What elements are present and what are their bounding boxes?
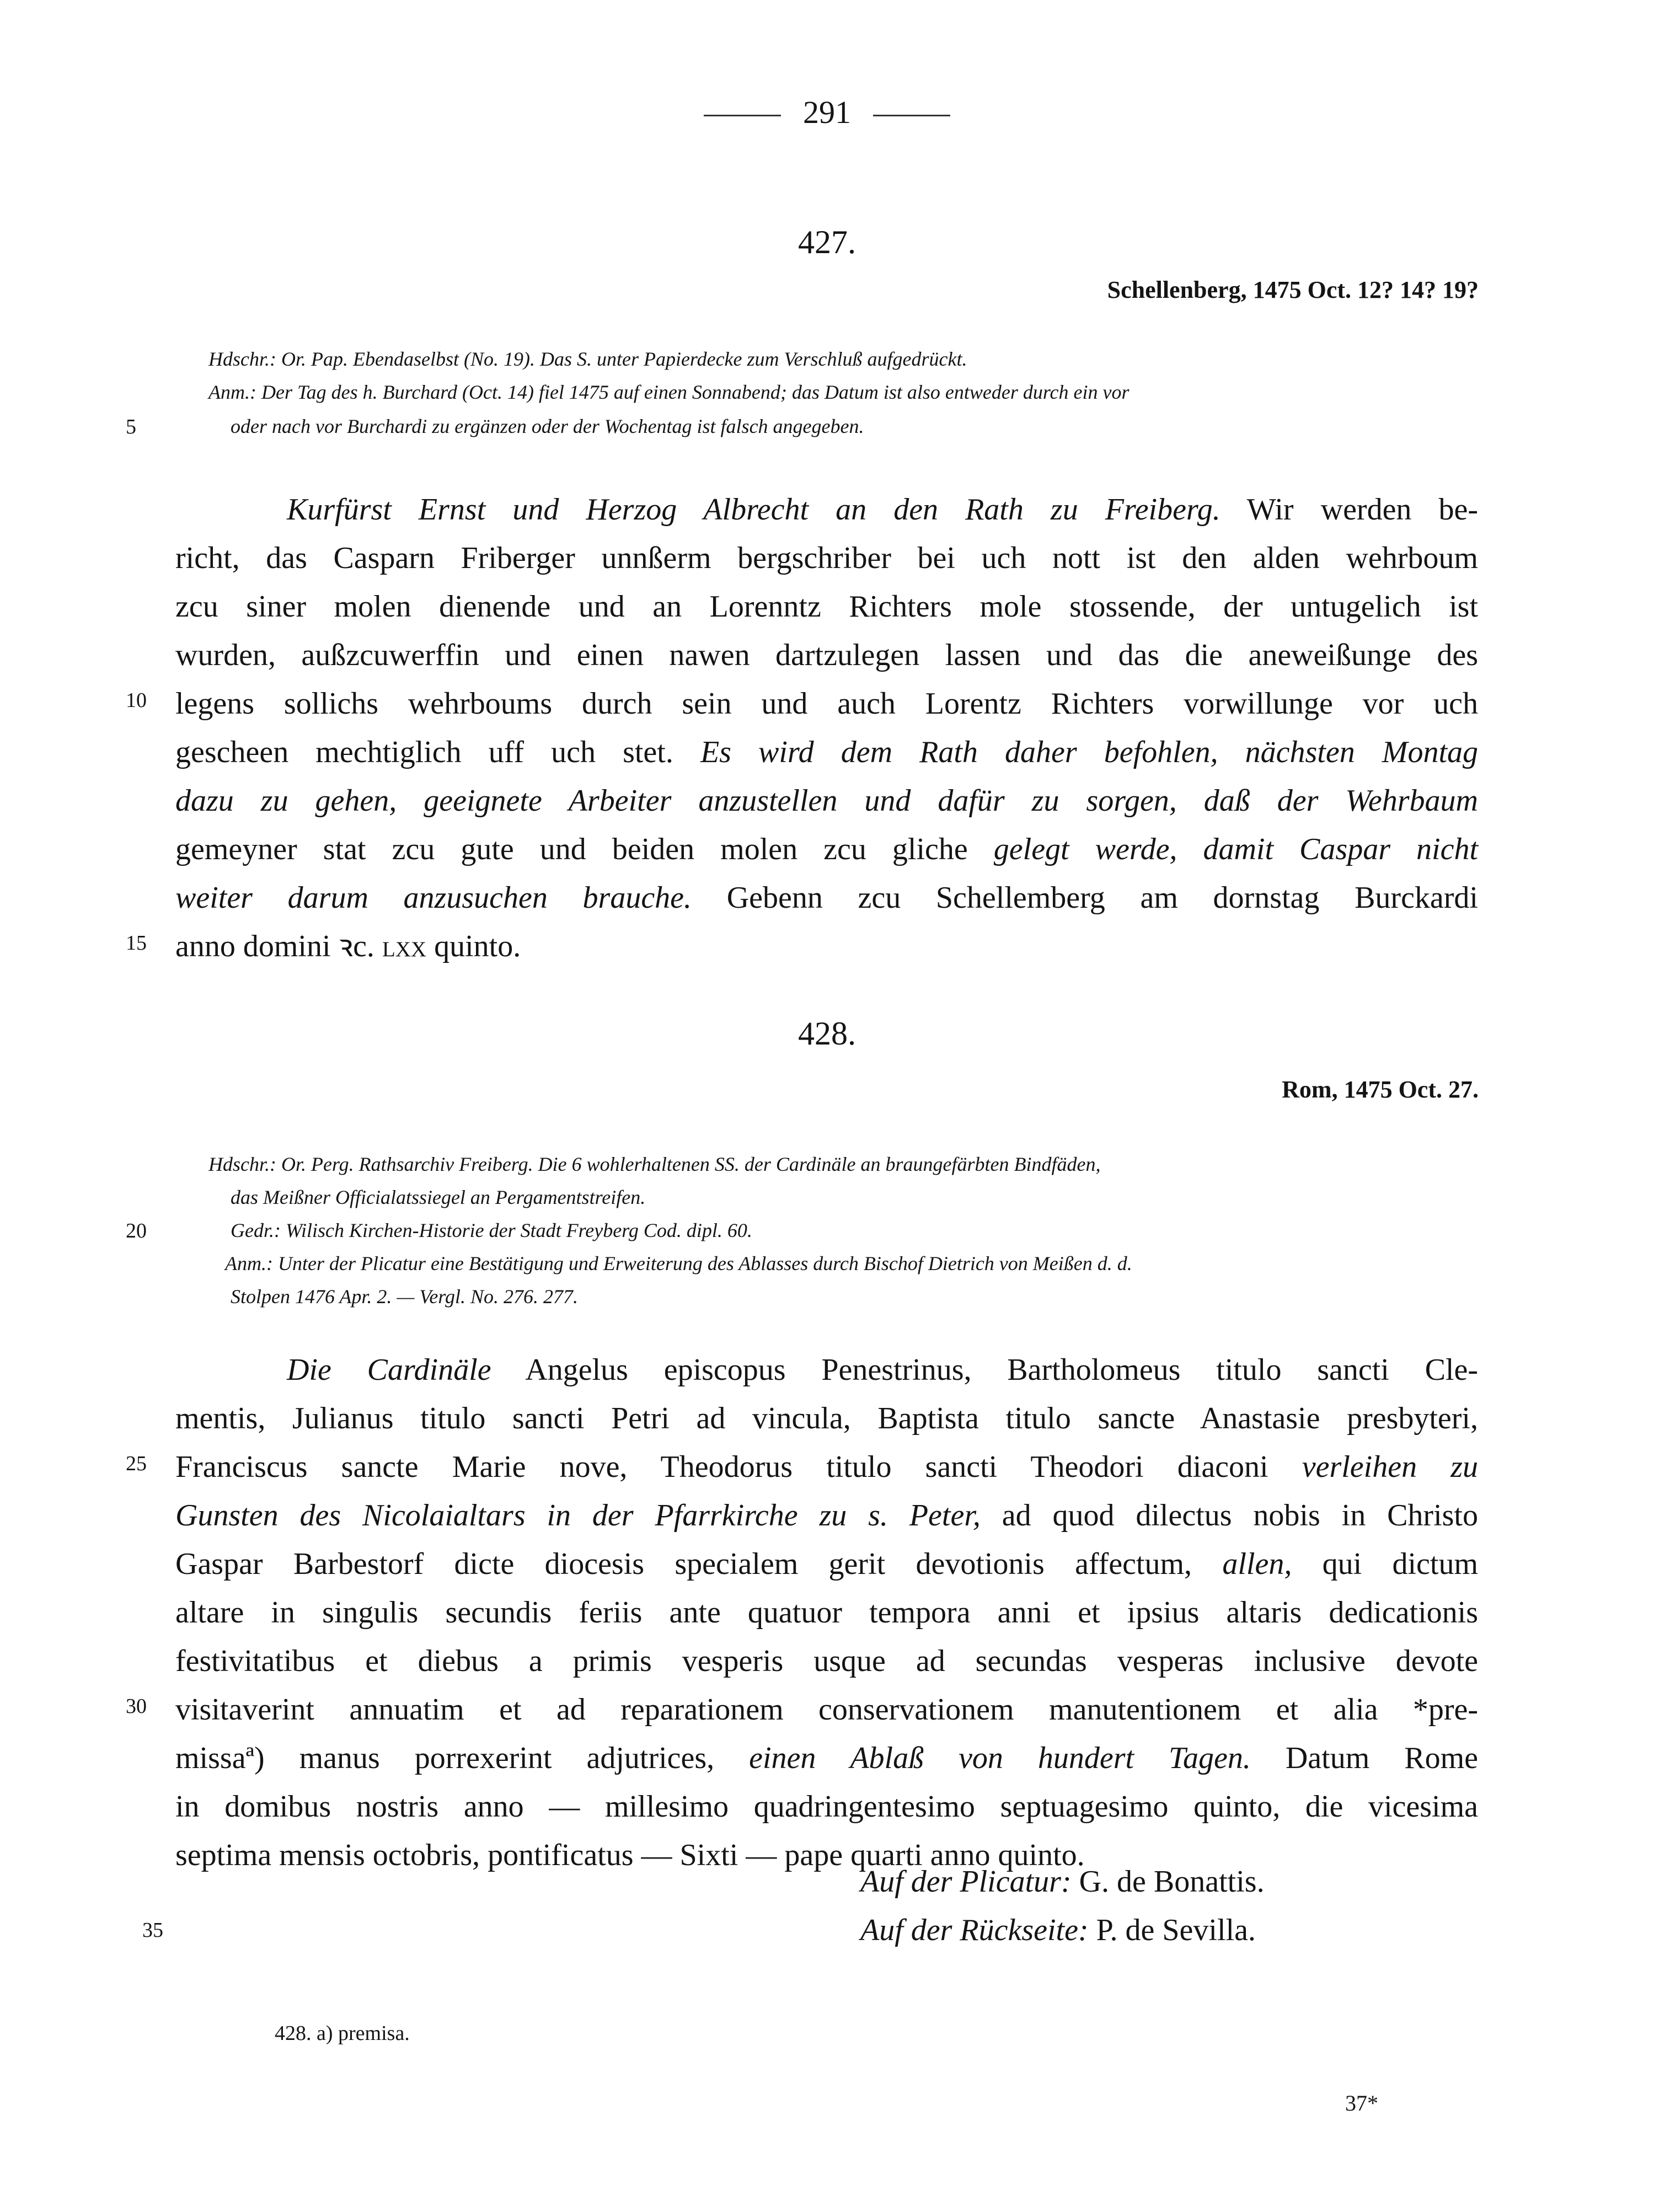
text-segment: ꝛc. xyxy=(338,929,382,963)
header-dash-left xyxy=(704,115,781,116)
text-segment: gescheen mechtiglich uff uch stet. xyxy=(175,735,700,769)
line-number: 20 xyxy=(126,1219,147,1242)
italic-text: Gunsten des Nicolaialtars in der Pfarrkirche zu s. Peter, xyxy=(175,1498,981,1533)
italic-text: Kurfürst Ernst und Herzog Albrecht an den Rath zu Freiberg. xyxy=(287,492,1221,527)
text-segment: Gaspar Barbestorf dicte diocesis specialem gerit devotionis affectum, xyxy=(175,1547,1223,1581)
text-segment: Wir werden be- xyxy=(1220,492,1479,527)
text-segment: richt, das Casparn Friberger unnßerm bergschriber bei uch nott ist den alden wehrboum xyxy=(175,541,1478,575)
text-line xyxy=(175,1491,1478,1540)
text-line xyxy=(175,1685,1478,1734)
italic-text: verleihen zu xyxy=(1302,1450,1479,1484)
signature-label: Auf der Rückseite: xyxy=(860,1913,1089,1947)
text-segment: legens sollichs wehrboums durch sein und auch Lorentz Richters vorwillunge vor uch xyxy=(175,687,1478,721)
italic-text: weiter darum anzusuchen brauche. xyxy=(175,881,692,915)
document-427-place-date: Schellenberg, 1475 Oct. 12? 14? 19? xyxy=(1107,276,1479,303)
text-line xyxy=(175,1782,1478,1831)
line-number: 15 xyxy=(126,931,147,955)
italic-text: gelegt werde, damit Caspar nicht xyxy=(993,832,1478,866)
text-segment: Datum Rome xyxy=(1250,1741,1478,1775)
apparatus-428-line: Anm.: Unter der Plicatur eine Bestätigung und Erweiterung des Ablasses durch Bischof Dietrich von Meißen d. d. xyxy=(225,1252,1132,1274)
apparatus-428-line: Stolpen 1476 Apr. 2. — Vergl. No. 276. 277. xyxy=(231,1286,579,1308)
line-number: 5 xyxy=(126,415,136,438)
document-428-place-date: Rom, 1475 Oct. 27. xyxy=(1282,1076,1479,1103)
line-number: 35 xyxy=(142,1919,163,1942)
italic-text: allen, xyxy=(1222,1547,1292,1581)
printer-signature-mark: 37* xyxy=(1345,2091,1378,2115)
apparatus-428-line: Gedr.: Wilisch Kirchen-Historie der Stadt Freyberg Cod. dipl. 60. xyxy=(231,1219,752,1241)
document-number-428: 428. xyxy=(798,1015,856,1052)
text-line xyxy=(175,1637,1478,1685)
text-line xyxy=(175,534,1478,582)
text-line xyxy=(175,1831,1478,1879)
page-header xyxy=(0,94,1654,131)
signature-label: Auf der Plicatur: xyxy=(860,1865,1072,1899)
text-line xyxy=(175,582,1478,631)
page-number: 291 xyxy=(803,94,851,130)
text-line xyxy=(175,631,1478,679)
italic-text: Es wird dem Rath daher befohlen, nächsten Montag xyxy=(700,735,1478,769)
italic-text: einen Ablaß von hundert Tagen. xyxy=(749,1741,1251,1775)
text-segment: festivitatibus et diebus a primis vesperis usque ad secundas vesperas inclusive devote xyxy=(175,1644,1478,1678)
apparatus-428-line: das Meißner Officialatssiegel an Pergamentstreifen. xyxy=(231,1186,646,1208)
text-line xyxy=(287,485,1478,534)
text-line xyxy=(175,776,1478,825)
signature-plicatur xyxy=(860,1864,1265,1899)
text-segment: ad quod dilectus nobis in Christo xyxy=(980,1498,1478,1533)
italic-text: dazu zu gehen, geeignete Arbeiter anzustellen und dafür zu sorgen, daß der Wehrbaum xyxy=(175,784,1478,818)
text-line xyxy=(175,679,1478,728)
signature-rueckseite xyxy=(860,1913,1256,1948)
text-line xyxy=(175,874,1478,922)
text-line xyxy=(287,1346,1478,1394)
text-line xyxy=(175,1734,1478,1782)
text-line xyxy=(175,1443,1478,1491)
text-segment: altare in singulis secundis feriis ante quatuor tempora anni et ipsius altaris dedicationis xyxy=(175,1595,1478,1630)
document-number-427: 427. xyxy=(798,224,856,260)
line-number: 25 xyxy=(126,1452,147,1475)
text-line xyxy=(175,728,1478,776)
line-number: 30 xyxy=(126,1695,147,1718)
text-segment: Franciscus sancte Marie nove, Theodorus titulo sancti Theodori diaconi xyxy=(175,1450,1302,1484)
text-segment: zcu siner molen dienende und an Lorenntz Richters mole stossende, der untugelich ist xyxy=(175,590,1478,624)
apparatus-427-line: Anm.: Der Tag des h. Burchard (Oct. 14) fiel 1475 auf einen Sonnabend; das Datum ist also entweder durch ein vor xyxy=(208,381,1130,403)
text-segment: gemeyner stat zcu gute und beiden molen zcu gliche xyxy=(175,832,994,866)
text-segment: anno domini xyxy=(175,929,339,963)
text-segment: lxx xyxy=(382,929,427,963)
text-segment: visitaverint annuatim et ad reparationem conservationem manutentionem et alia *pre- xyxy=(175,1693,1478,1727)
italic-text: Die Cardinäle xyxy=(287,1353,491,1387)
text-segment: mentis, Julianus titulo sancti Petri ad vincula, Baptista titulo sancte Anastasie presbyteri, xyxy=(175,1401,1478,1436)
text-line xyxy=(175,1588,1478,1637)
text-segment: Gebenn zcu Schellemberg am dornstag Burckardi xyxy=(692,881,1478,915)
line-number: 10 xyxy=(126,689,147,712)
text-segment: quinto. xyxy=(426,929,521,963)
text-line xyxy=(175,922,1478,971)
text-line xyxy=(175,825,1478,874)
apparatus-427-line: oder nach vor Burchardi zu ergänzen oder der Wochentag ist falsch angegeben. xyxy=(231,415,864,437)
apparatus-427-line: Hdschr.: Or. Pap. Ebendaselbst (No. 19). Das S. unter Papierdecke zum Verschluß aufgedrückt. xyxy=(208,348,967,370)
signature-value: P. de Sevilla. xyxy=(1088,1913,1256,1947)
signature-value: G. de Bonattis. xyxy=(1071,1865,1265,1899)
text-segment: septima mensis octobris, pontificatus — Sixti — pape quarti anno quinto. xyxy=(175,1838,1085,1872)
text-segment: in domibus nostris anno — millesimo quadringentesimo septuagesimo quinto, die vicesima xyxy=(175,1790,1478,1824)
text-segment: Angelus episcopus Penestrinus, Bartholomeus titulo sancti Cle- xyxy=(491,1353,1478,1387)
footnote: 428. a) premisa. xyxy=(275,2022,410,2045)
header-dash-right xyxy=(873,115,950,116)
text-segment: missaª) manus porrexerint adjutrices, xyxy=(175,1741,750,1775)
text-segment: qui dictum xyxy=(1292,1547,1479,1581)
apparatus-428-line: Hdschr.: Or. Perg. Rathsarchiv Freiberg. Die 6 wohlerhaltenen SS. der Cardinäle an braungefärbten Bindfäden, xyxy=(208,1153,1101,1175)
text-segment: wurden, außzcuwerffin und einen nawen dartzulegen lassen und das die aneweißunge des xyxy=(175,638,1478,672)
text-line xyxy=(175,1540,1478,1588)
text-line xyxy=(175,1394,1478,1443)
